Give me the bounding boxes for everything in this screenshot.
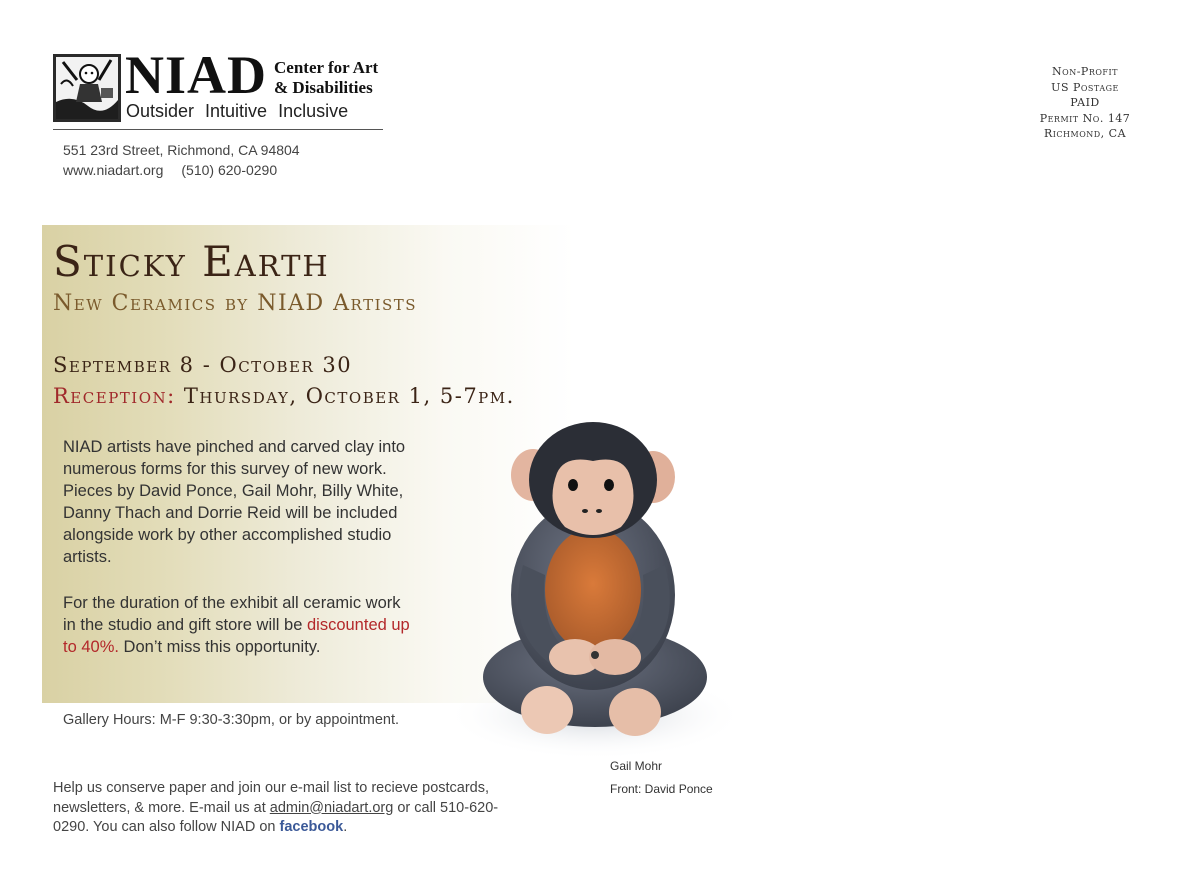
ceramic-monkey-image — [445, 405, 755, 765]
postage-line: Richmond, CA — [1043, 127, 1127, 140]
footer-text: Help us conserve paper and join our e-mail list to recieve postcards, newsletters, & more. E-mail us at — [53, 780, 490, 816]
niad-logo-icon — [53, 54, 121, 122]
facebook-link[interactable]: facebook — [279, 819, 344, 835]
reception-label: Reception: — [53, 384, 176, 408]
street-address: 551 23rd Street, Richmond, CA 94804 — [63, 142, 300, 158]
logo-subtitle-line1: Center for Art — [274, 58, 379, 77]
event-dates: September 8 - October 30 — [53, 353, 353, 377]
discount-text: For the duration of the exhibit all ceramic work in the studio and gift store will be — [63, 594, 401, 634]
image-caption-artist: Gail Mohr — [610, 759, 663, 773]
footer-text-2: or call 510-620-0290. You can also follow NIAD on — [53, 799, 499, 835]
discount-highlight: discounted up to 40%. — [63, 616, 410, 656]
description-paragraph: NIAD artists have pinched and carved clay into numerous forms for this survey of new work. Pieces by David Ponce, Gail Mohr, Billy White, Danny Thach and Dorrie Reid will be included alongside work by other accomplished studio artists. — [63, 438, 406, 566]
event-title: Sticky Earth — [53, 237, 330, 286]
logo-tagline: Outsider Intuitive Inclusive — [126, 101, 349, 121]
reception-time: Thursday, October 1, 5-7pm. — [183, 384, 515, 408]
header-divider — [53, 129, 383, 130]
postage-indicia — [1020, 64, 1150, 142]
newsletter-footer — [53, 779, 523, 838]
footer-end: . — [343, 819, 348, 835]
postage-line: US Postage — [1051, 80, 1119, 94]
contact-line — [63, 160, 277, 180]
email-link[interactable]: admin@niadart.org — [269, 799, 394, 816]
discount-text-end: Don’t miss this opportunity. — [118, 638, 321, 656]
postage-line: Permit No. 147 — [1039, 111, 1131, 125]
logo-wordmark: NIAD — [125, 45, 268, 105]
postage-line: PAID — [1070, 96, 1100, 109]
event-subtitle: New Ceramics by NIAD Artists — [53, 291, 418, 316]
discount-paragraph — [63, 592, 413, 658]
website-link[interactable]: www.niadart.org — [63, 162, 164, 178]
image-caption-front: Front: David Ponce — [610, 782, 713, 796]
logo-subtitle-line2: & Disabilities — [274, 78, 373, 97]
postage-line: Non-Profit — [1052, 65, 1118, 78]
gallery-hours: Gallery Hours: M-F 9:30-3:30pm, or by appointment. — [63, 712, 400, 728]
phone-number: (510) 620-0290 — [181, 162, 278, 178]
